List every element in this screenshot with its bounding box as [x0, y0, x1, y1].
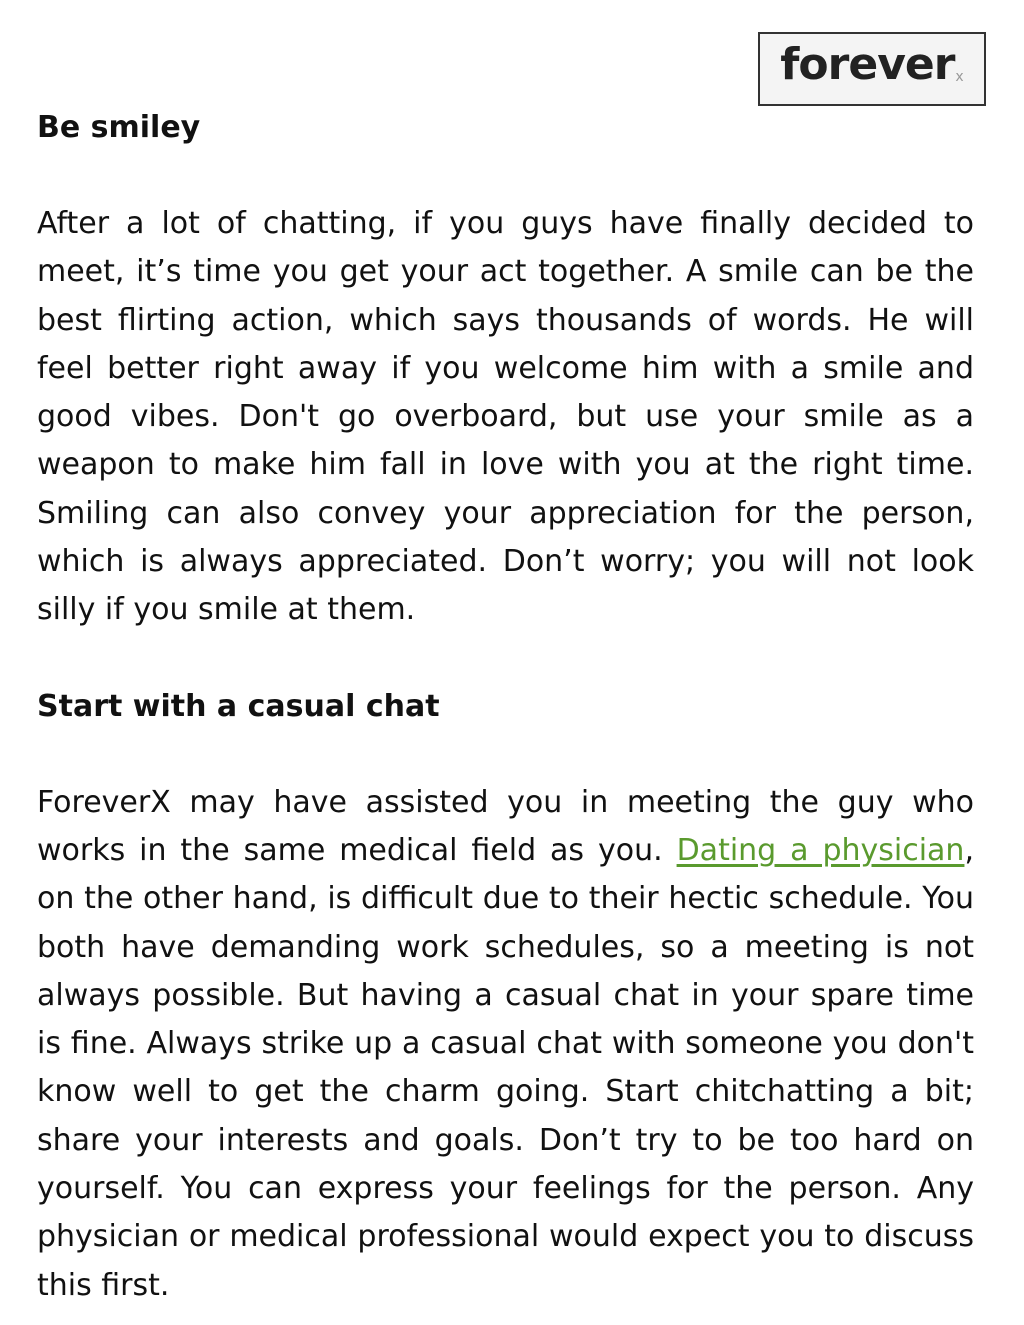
logo-wordmark: forever: [780, 39, 955, 90]
dating-a-physician-link[interactable]: Dating a physician: [676, 832, 965, 868]
body-text-after-link: , on the other hand, is difficult due to their hectic schedule. You both have demanding work schedules, so a meeting is not always possible. But having a casual chat in your spare time is fine. Always strike up a casual chat with someone you don't know well to get the charm going. Start chitchatting a bit; share your interests and goals. Don’t try to be too hard on yourself. You can express your feelings for the person. Any physician or medical professional would expect you to discuss this first.: [37, 832, 974, 1303]
spacer: [37, 152, 974, 200]
section-heading-be-smiley: Be smiley: [37, 110, 201, 145]
forever-logo: [758, 32, 986, 106]
section-body-be-smiley: After a lot of chatting, if you guys have finally decided to meet, it’s time you get your act together. A smile can be the best flirting action, which says thousands of words. He will feel better right away if you welcome him with a smile and good vibes. Don't go overboard, but use your smile as a weapon to make him fall in love with you at the right time. Smiling can also convey your appreciation for the person, which is always appreciated. Don’t worry; you will not look silly if you smile at them.: [37, 206, 974, 628]
spacer: [37, 635, 974, 683]
logo-suffix: x: [955, 69, 964, 85]
body-text-before-link: ForeverX may have assisted you in meeting the guy who works in the same medical field as you.: [37, 784, 974, 868]
section-body-casual-chat: [37, 779, 974, 1310]
section-heading-casual-chat: Start with a casual chat: [37, 688, 440, 724]
article-content: [37, 104, 974, 1310]
spacer: [37, 731, 974, 779]
